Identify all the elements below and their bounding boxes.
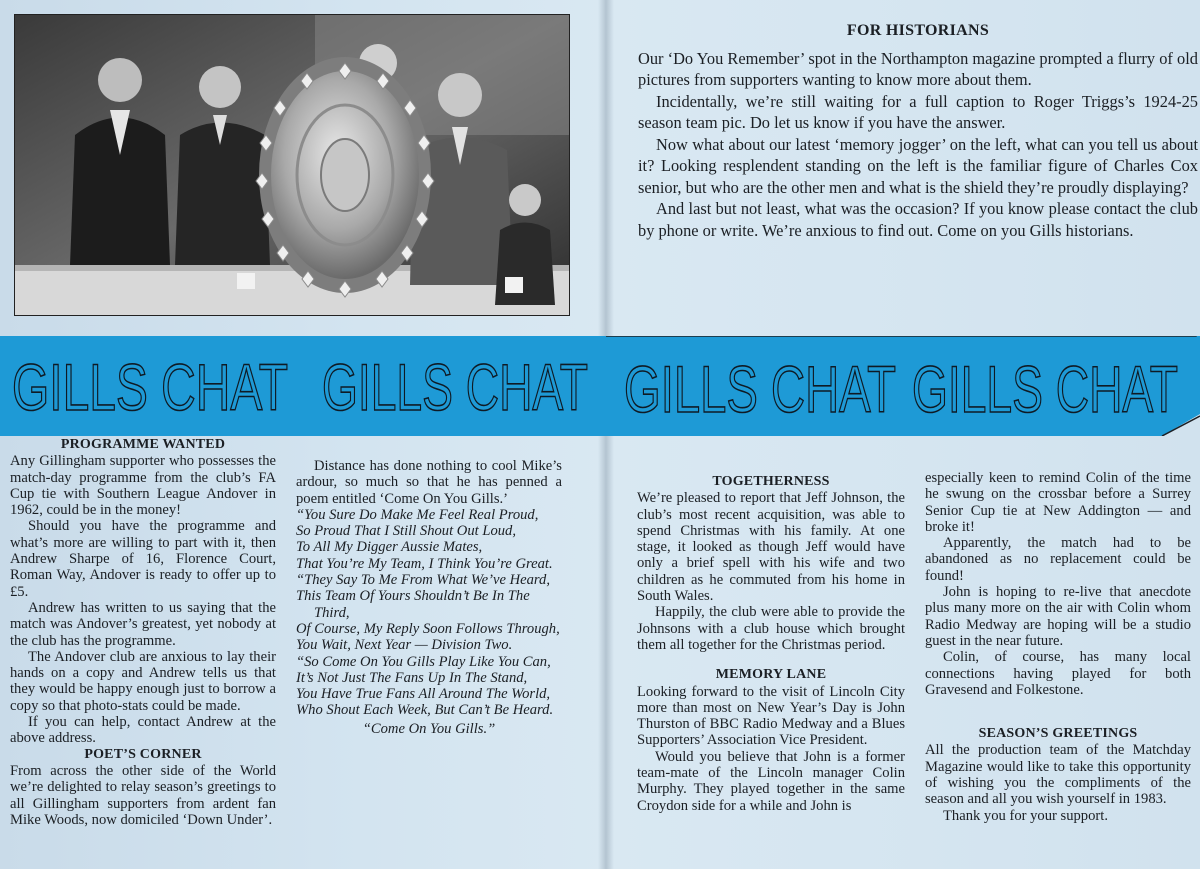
banner-text: GILLS CHAT — [12, 350, 288, 424]
poem-line: You Have True Fans All Around The World, — [296, 686, 551, 703]
article-paragraph: Should you have the programme and what’s more are willing to part with it, then Andrew Sharpe of 16, Florence Court, Roman Way, Andover is ready to offer up to £5. — [10, 518, 276, 600]
shield-photograph — [14, 14, 570, 316]
article-paragraph: All the production team of the Matchday Magazine would like to take this opportunity of wishing you the compliments of the season and all you wish yourself in 1983. — [925, 742, 1191, 808]
article-paragraph: If you can help, contact Andrew at the above address. — [10, 714, 276, 747]
poem-line: So Proud That I Still Shout Out Loud, — [296, 523, 517, 540]
poem-line: To All My Digger Aussie Mates, — [296, 539, 483, 556]
banner-text: GILLS CHAT — [912, 352, 1178, 426]
memory-continued-column — [925, 470, 1191, 824]
historians-paragraph: Our ‘Do You Remember’ spot in the Northampton magazine prompted a flurry of old pictures from supporters wanting to know more about them. — [638, 48, 1198, 89]
poem-line: That You’re My Team, I Think You’re Great. — [296, 555, 553, 572]
memory-lane-heading: MEMORY LANE — [715, 667, 827, 683]
article-paragraph: Thank you for your support. — [943, 807, 1108, 824]
programme-wanted-column — [10, 437, 276, 828]
historians-article — [638, 20, 1198, 241]
banner-text: GILLS CHAT — [624, 352, 896, 426]
article-paragraph: Distance has done nothing to cool Mike’s ardour, so much so that he has penned a poem entitled ‘Come On You Gills.’ — [296, 458, 562, 507]
poem-line: Of Course, My Reply Soon Follows Through, — [296, 620, 560, 637]
programme-heading: PROGRAMME WANTED — [60, 437, 226, 452]
historians-heading: FOR HISTORIANS — [846, 22, 990, 39]
poem-line: “So Come On You Gills Play Like You Can, — [296, 653, 551, 670]
article-paragraph: The Andover club are anxious to lay their hands on a copy and Andrew tells us that they would be happy enough just to borrow a copy so that photo-stats could be made. — [10, 648, 276, 714]
poem-line: This Team Of Yours Shouldn’t Be In The Third, — [296, 588, 530, 621]
historians-paragraph: Now what about our latest ‘memory jogger’ on the left, what can you tell us about it? Looking resplendent standing on the left is the familiar figure of Charles Cox senior, but who are the other men and what is the shield they’re proudly displaying? — [638, 134, 1198, 197]
gills-chat-banner — [0, 336, 1200, 436]
article-paragraph: Colin, of course, has many local connections having played for both Gravesend and Folkestone. — [925, 649, 1191, 698]
poem-line: It’s Not Just The Fans Up In The Stand, — [296, 669, 528, 686]
togetherness-column — [637, 474, 905, 814]
historians-paragraph: Incidentally, we’re still waiting for a full caption to Roger Triggs’s 1924-25 season team pic. Do let us know if you have the answer. — [638, 91, 1198, 132]
article-paragraph: Andrew has written to us saying that the match was Andover’s greatest, yet nobody at the club has the programme. — [10, 599, 276, 649]
poem-line: “They Say To Me From What We’ve Heard, — [296, 572, 550, 589]
article-paragraph: We’re pleased to report that Jeff Johnson, the club’s most recent acquisition, was able to spend Christmas with his family. At one stage, it looked as though Jeff would have only a brief spell with his wife and two children as he commuted from his home in South Wales. — [637, 490, 905, 605]
poem-line: “You Sure Do Make Me Feel Real Proud, — [296, 506, 539, 523]
article-paragraph: From across the other side of the World we’re delighted to relay season’s greetings to all Gillingham supporters from ardent fan Mike Woods, now domiciled ‘Down Under’. — [10, 762, 276, 828]
article-paragraph: Would you believe that John is a former team-mate of the Lincoln manager Colin Murphy. They played together in the same Croydon side for a while and John is — [637, 748, 905, 814]
poem-closing: “Come On You Gills.” — [362, 720, 496, 737]
article-paragraph: Looking forward to the visit of Lincoln City more than most on New Year’s Day is John Thurston of BBC Radio Medway and a Blues Supporters’ Association Vice President. — [637, 683, 905, 749]
article-paragraph: Any Gillingham supporter who possesses the match-day programme from the club’s FA Cup tie with Southern League Andover in 1962, could be in the money! — [10, 453, 276, 519]
poem-line: You Wait, Next Year — Division Two. — [296, 637, 513, 654]
poets-corner-heading: POET’S CORNER — [84, 746, 202, 762]
article-paragraph: John is hoping to re-live that anecdote plus many more on the air with Colin whom Radio Medway are hoping will be a studio guest in the near future. — [925, 584, 1191, 649]
historians-paragraph: And last but not least, what was the occasion? If you know please contact the club by phone or write. We’re anxious to find out. Come on you Gills historians. — [638, 199, 1198, 240]
banner-text: GILLS CHAT — [322, 350, 588, 424]
poem-column — [296, 458, 562, 737]
seasons-greetings-heading: SEASON’S GREETINGS — [978, 726, 1138, 742]
article-paragraph: Happily, the club were able to provide the Johnsons with a club house which brought them all together for the Christmas period. — [637, 604, 905, 653]
poem-line: Who Shout Each Week, But Can’t Be Heard. — [296, 702, 554, 719]
article-paragraph: Apparently, the match had to be abandoned as no replacement could be found! — [925, 535, 1191, 584]
article-paragraph: especially keen to remind Colin of the time he swung on the crossbar before a Surrey Senior Cup tie at New Addington — and broke it! — [925, 470, 1191, 535]
togetherness-heading: TOGETHERNESS — [712, 474, 830, 489]
